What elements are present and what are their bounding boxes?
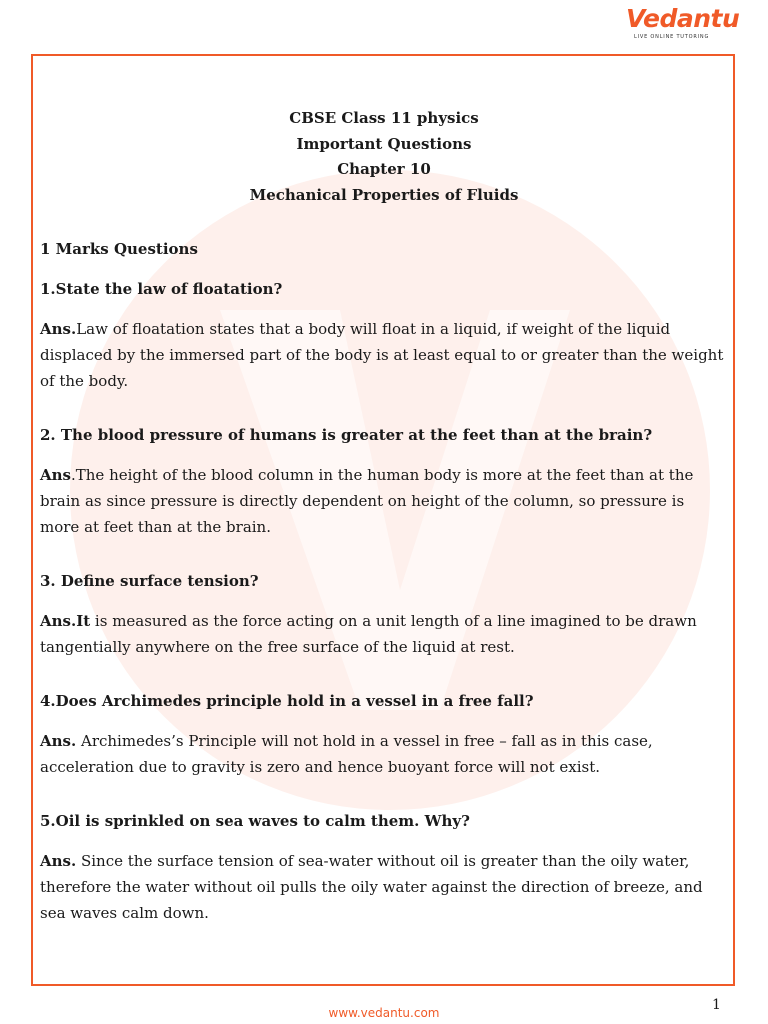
- question-2: 2. The blood pressure of humans is greater at the feet than at the brain?: [40, 426, 653, 444]
- question-5: 5.Oil is sprinkled on sea waves to calm them. Why?: [40, 812, 470, 830]
- answer-text: Law of floatation states that a body will float in a liquid, if weight of the liquid displaced by the immersed part of the body is at least equal to or greater than the weight of the body.: [40, 320, 724, 390]
- brand-tagline: LIVE ONLINE TUTORING: [634, 34, 710, 40]
- header-line-3: Chapter 10: [337, 160, 431, 178]
- answer-prefix: Ans: [40, 466, 71, 484]
- answer-text: Since the surface tension of sea-water without oil is greater than the oily water, therefore the water without oil pulls the oily water against the direction of breeze, and sea waves calm down.: [40, 852, 703, 922]
- answer-prefix: Ans.: [40, 732, 77, 750]
- header-line-2: Important Questions: [296, 134, 472, 153]
- brand-logo: [626, 4, 740, 48]
- question-1: 1.State the law of floatation?: [40, 280, 283, 298]
- answer-text: Archimedes’s Principle will not hold in a vessel in free – fall as in this case, acceleration due to gravity is zero and hence buoyant force will not exist.: [40, 732, 653, 776]
- answer-2: [40, 462, 728, 540]
- question-3: 3. Define surface tension?: [40, 572, 259, 590]
- answer-prefix: Ans.It: [40, 612, 91, 630]
- answer-5: [40, 848, 728, 926]
- answer-3: [40, 608, 728, 660]
- header-line-4: Mechanical Properties of Fluids: [249, 185, 519, 204]
- document-header: [40, 106, 728, 208]
- answer-4: [40, 728, 728, 780]
- answer-text: is measured as the force acting on a unit length of a line imagined to be drawn tangentially anywhere on the free surface of the liquid at rest.: [40, 612, 697, 656]
- section-title: 1 Marks Questions: [40, 240, 198, 258]
- header-line-1: CBSE Class 11 physics: [289, 109, 479, 127]
- footer-url-link[interactable]: www.vedantu.com: [328, 1006, 440, 1020]
- question-4: 4.Does Archimedes principle hold in a vessel in a free fall?: [40, 692, 534, 710]
- document-body: [40, 106, 728, 954]
- answer-1: [40, 316, 728, 394]
- brand-name: Vedantu: [626, 4, 740, 33]
- answer-prefix: Ans.: [40, 320, 77, 338]
- page-number: 1: [712, 997, 721, 1013]
- answer-text: .The height of the blood column in the human body is more at the feet than at the brain as since pressure is directly dependent on height of the column, so pressure is more at feet than at the brain.: [40, 466, 694, 536]
- answer-prefix: Ans.: [40, 852, 77, 870]
